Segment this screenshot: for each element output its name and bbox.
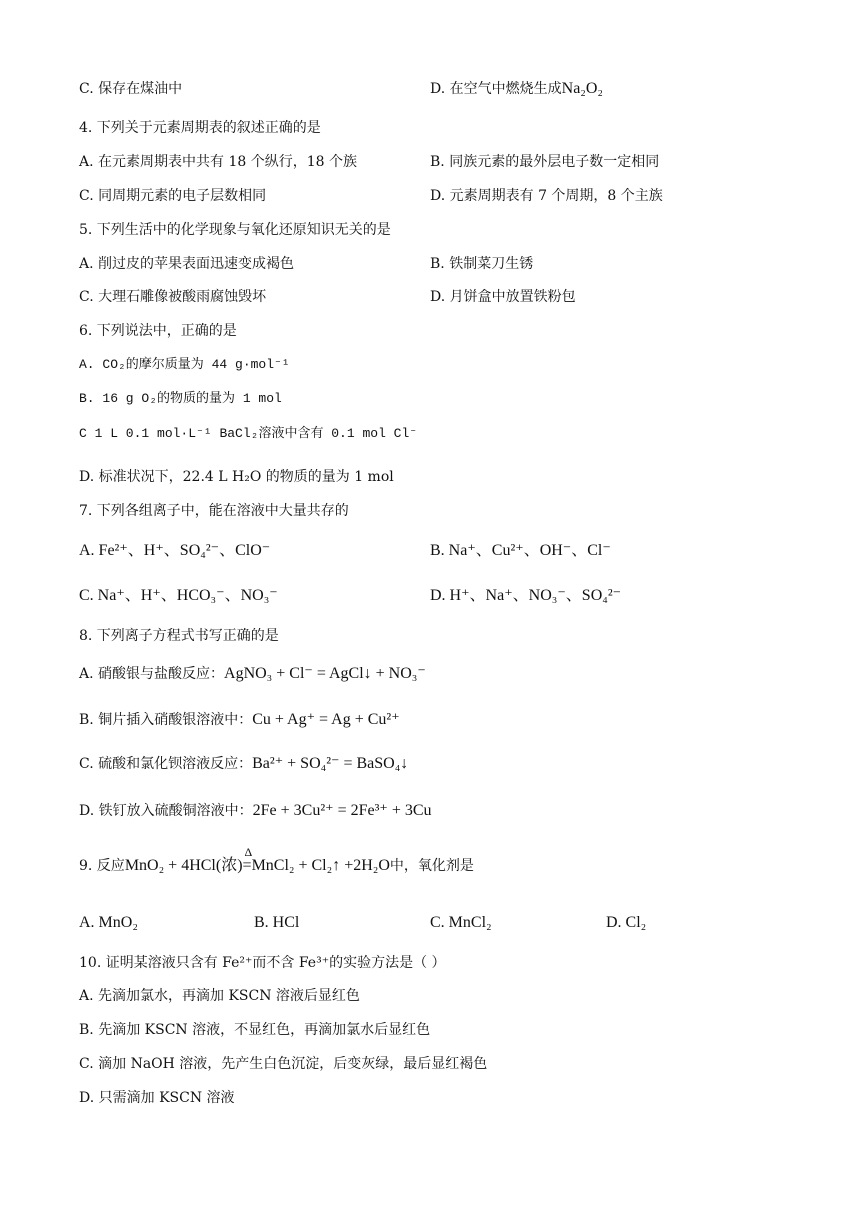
q8-option-d-text: D. 铁钉放入硫酸铜溶液中： bbox=[79, 803, 253, 819]
q6-stem: 6. 下列说法中，正确的是 bbox=[79, 323, 237, 339]
q9-option-b: B. HCl bbox=[254, 914, 300, 931]
q8-stem: 8. 下列离子方程式书写正确的是 bbox=[79, 628, 279, 644]
q8-option-c bbox=[79, 754, 408, 774]
q7-option-c: C. Na⁺、H⁺、HCO₃⁻、NO₃⁻ bbox=[79, 587, 278, 604]
q3-option-d bbox=[430, 79, 603, 99]
q9-option-c: C. MnCl₂ bbox=[430, 914, 492, 931]
q3-option-c: C. 保存在煤油中 bbox=[79, 81, 183, 97]
q9-delta-symbol: Δ bbox=[244, 845, 253, 859]
q10-option-c: C. 滴加 NaOH 溶液，先产生白色沉淀，后变灰绿，最后显红褐色 bbox=[79, 1056, 488, 1072]
q8-option-b-text: B. 铜片插入硝酸银溶液中： bbox=[79, 712, 253, 728]
q4-option-b: B. 同族元素的最外层电子数一定相同 bbox=[430, 154, 660, 170]
q5-stem: 5. 下列生活中的化学现象与氧化还原知识无关的是 bbox=[79, 222, 391, 238]
q3-option-d-text: D. 在空气中燃烧生成 bbox=[430, 81, 562, 97]
q8-option-c-text: C. 硫酸和氯化钡溶液反应： bbox=[79, 756, 253, 772]
q10-option-b: B. 先滴加 KSCN 溶液，不显红色，再滴加氯水后显红色 bbox=[79, 1022, 431, 1038]
q8-option-a bbox=[79, 664, 426, 684]
q4-option-a: A. 在元素周期表中共有 18 个纵行，18 个族 bbox=[79, 154, 357, 170]
q4-option-c: C. 同周期元素的电子层数相同 bbox=[79, 188, 267, 204]
q8-option-d bbox=[79, 801, 432, 821]
q9-option-d: D. Cl₂ bbox=[606, 914, 647, 931]
q9-equation-left: MnO₂ + 4HCl(浓) bbox=[124, 857, 243, 874]
q8-option-a-text: A. 硝酸银与盐酸反应： bbox=[79, 666, 225, 682]
q8-option-c-equation: Ba²⁺ + SO₄²⁻ = BaSO₄↓ bbox=[252, 755, 409, 772]
q5-option-b: B. 铁制菜刀生锈 bbox=[430, 256, 534, 272]
q8-option-b bbox=[79, 710, 400, 730]
q10-stem: 10. 证明某溶液只含有 Fe²⁺而不含 Fe³⁺的实验方法是（ ） bbox=[79, 955, 446, 971]
q6-option-a: A. CO₂的摩尔质量为 44 g·mol⁻¹ bbox=[79, 357, 290, 372]
q9-stem-suffix: 中，氧化剂是 bbox=[389, 858, 474, 874]
q4-option-d: D. 元素周期表有 7 个周期，8 个主族 bbox=[430, 188, 663, 204]
q10-option-a: A. 先滴加氯水，再滴加 KSCN 溶液后显红色 bbox=[79, 988, 360, 1004]
q6-option-c: C 1 L 0.1 mol·L⁻¹ BaCl₂溶液中含有 0.1 mol Cl⁻ bbox=[79, 426, 418, 441]
q6-option-b: B. 16 g O₂的物质的量为 1 mol bbox=[79, 391, 282, 406]
q8-option-d-equation: 2Fe + 3Cu²⁺ = 2Fe³⁺ + 3Cu bbox=[252, 802, 432, 819]
q9-heat-equals bbox=[242, 845, 253, 876]
q7-option-a: A. Fe²⁺、H⁺、SO₄²⁻、ClO⁻ bbox=[79, 542, 271, 559]
q5-option-a: A. 削过皮的苹果表面迅速变成褐色 bbox=[79, 256, 295, 272]
q8-option-a-equation: AgNO₃ + Cl⁻ = AgCl↓ + NO₃⁻ bbox=[224, 665, 426, 682]
q3-option-d-formula: Na₂O₂ bbox=[561, 80, 604, 97]
q7-stem: 7. 下列各组离子中，能在溶液中大量共存的 bbox=[79, 503, 349, 519]
q8-option-b-equation: Cu + Ag⁺ = Ag + Cu²⁺ bbox=[252, 711, 400, 728]
q9-stem-prefix: 9. 反应 bbox=[79, 858, 125, 874]
q7-option-b: B. Na⁺、Cu²⁺、OH⁻、Cl⁻ bbox=[430, 542, 611, 559]
q9-option-a: A. MnO₂ bbox=[79, 914, 138, 931]
q5-option-d: D. 月饼盒中放置铁粉包 bbox=[430, 289, 576, 305]
q4-stem: 4. 下列关于元素周期表的叙述正确的是 bbox=[79, 120, 321, 136]
q7-option-d: D. H⁺、Na⁺、NO₃⁻、SO₄²⁻ bbox=[430, 587, 622, 604]
q5-option-c: C. 大理石雕像被酸雨腐蚀毁坏 bbox=[79, 289, 267, 305]
q9-equals-sign: = bbox=[242, 857, 252, 874]
q9-stem bbox=[79, 845, 474, 876]
q10-option-d: D. 只需滴加 KSCN 溶液 bbox=[79, 1090, 235, 1106]
q9-equation-right: MnCl₂ + Cl₂↑ +2H₂O bbox=[251, 857, 390, 874]
q6-option-d: D. 标准状况下，22.4 L H₂O 的物质的量为 1 mol bbox=[79, 469, 394, 485]
